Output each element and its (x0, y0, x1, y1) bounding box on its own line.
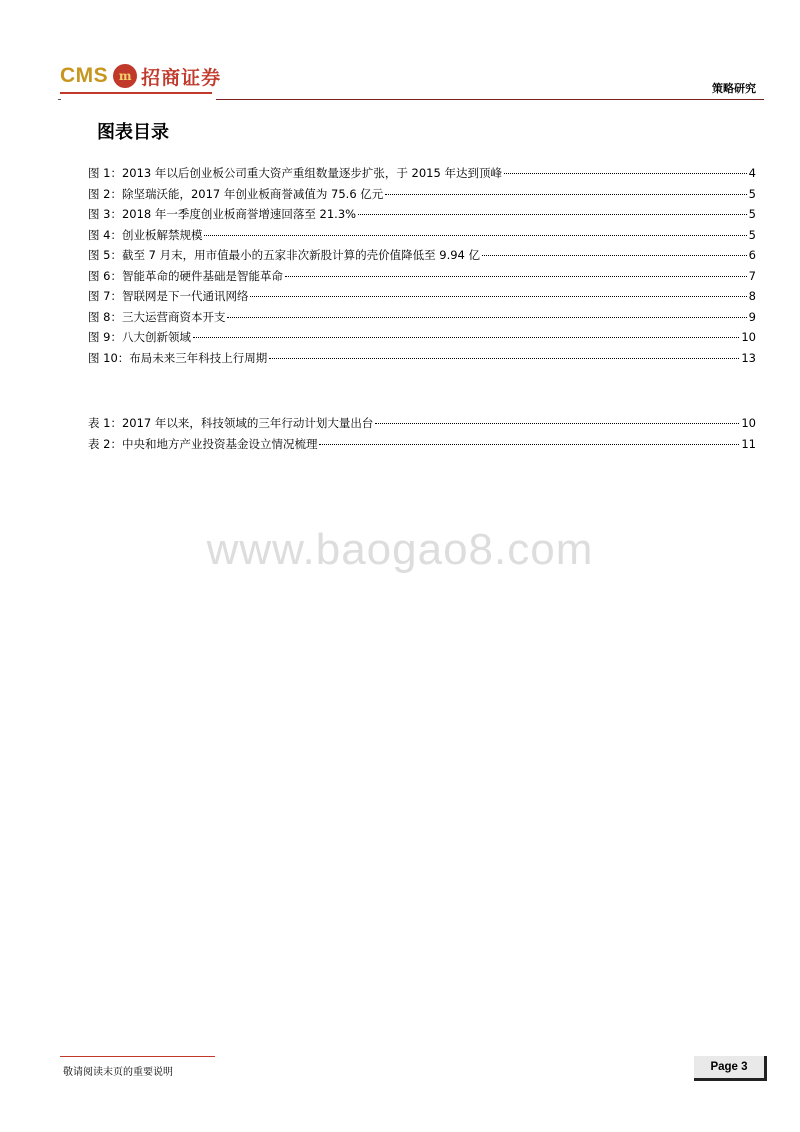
page-header (0, 0, 800, 110)
toc-table-entry[interactable] (88, 434, 756, 455)
toc-figure-entry[interactable] (88, 245, 756, 266)
toc-entry-label[interactable]: 图 10：布局未来三年科技上行周期 (88, 350, 268, 365)
toc-entry-page-number[interactable]: 6 (748, 248, 756, 262)
toc-figure-entry[interactable] (88, 225, 756, 246)
toc-figure-entry[interactable] (88, 266, 756, 287)
toc-figure-entry[interactable] (88, 163, 756, 184)
logo-latin-text: CMS (60, 64, 109, 87)
toc-table-entry[interactable] (88, 413, 756, 434)
dot-leader (319, 444, 739, 445)
toc-entry-page-number[interactable]: 7 (748, 268, 756, 283)
logo-chinese-text: 招商证券 (141, 66, 222, 89)
dot-leader (250, 296, 746, 297)
toc-entry-label[interactable]: 图 5：截至 7 月末，用市值最小的五家非次新股计算的壳价值降低至 9.94 亿 (88, 248, 481, 262)
watermark: www.baogao8.com (206, 525, 594, 574)
toc-entry-label[interactable]: 表 2：中央和地方产业投资基金设立情况梳理 (88, 436, 318, 451)
toc-entry-page-number[interactable]: 10 (741, 416, 756, 430)
toc-entry-label[interactable]: 图 9：八大创新领域 (88, 330, 191, 344)
toc-entry-label[interactable]: 图 6：智能革命的硬件基础是智能革命 (88, 268, 283, 283)
dot-leader (204, 235, 746, 236)
company-logo (60, 62, 221, 90)
toc-entry-page-number[interactable]: 5 (748, 227, 756, 242)
dot-leader (269, 358, 739, 359)
toc-figure-entry[interactable] (88, 348, 756, 369)
toc-figure-entry[interactable] (88, 327, 756, 348)
header-divider-dot (58, 99, 61, 100)
toc-entry-page-number[interactable]: 10 (741, 330, 756, 344)
logo-mark-icon: m (113, 64, 137, 88)
toc-figure-entry[interactable] (88, 204, 756, 225)
dot-leader (504, 173, 747, 174)
section-tag: 策略研究 (712, 82, 756, 95)
dot-leader (358, 214, 747, 215)
figure-list (88, 163, 756, 368)
toc-figure-entry[interactable] (88, 184, 756, 205)
dot-leader (193, 337, 739, 338)
toc-entry-page-number[interactable]: 5 (748, 186, 756, 201)
toc-entry-label[interactable]: 图 7：智联网是下一代通讯网络 (88, 289, 249, 303)
dot-leader (227, 317, 746, 318)
toc-entry-page-number[interactable]: 11 (741, 436, 756, 451)
dot-leader (285, 276, 747, 277)
toc-entry-label[interactable]: 图 3：2018 年一季度创业板商誉增速回落至 21.3% (88, 207, 357, 221)
dot-leader (385, 194, 746, 195)
toc-entry-label[interactable]: 图 4：创业板解禁规模 (88, 227, 203, 242)
toc-figure-entry[interactable] (88, 307, 756, 328)
footer-divider (60, 1056, 215, 1057)
logo-underline (60, 92, 212, 94)
toc-entry-label[interactable]: 表 1：2017 年以来，科技领域的三年行动计划大量出台 (88, 416, 374, 430)
dot-leader (375, 423, 739, 424)
toc-entry-page-number[interactable]: 4 (748, 166, 756, 180)
toc-entry-page-number[interactable]: 13 (741, 350, 756, 365)
dot-leader (482, 255, 747, 256)
toc-entry-label[interactable]: 图 8：三大运营商资本开支 (88, 309, 226, 324)
toc-title: 图表目录 (97, 122, 169, 143)
toc-entry-label[interactable]: 图 2：除坚瑞沃能，2017 年创业板商誉减值为 75.6 亿元 (88, 186, 384, 201)
toc-entry-page-number[interactable]: 8 (748, 289, 756, 303)
header-divider (216, 99, 764, 100)
toc-entry-page-number[interactable]: 9 (748, 309, 756, 324)
table-list (88, 413, 756, 454)
toc-entry-page-number[interactable]: 5 (748, 207, 756, 221)
footer-disclaimer-note: 敬请阅读末页的重要说明 (63, 1067, 173, 1078)
toc-figure-entry[interactable] (88, 286, 756, 307)
toc-entry-label[interactable]: 图 1：2013 年以后创业板公司重大资产重组数量逐步扩张，于 2015 年达到顶峰 (88, 166, 502, 180)
page-number-box: Page 3 (694, 1056, 767, 1081)
